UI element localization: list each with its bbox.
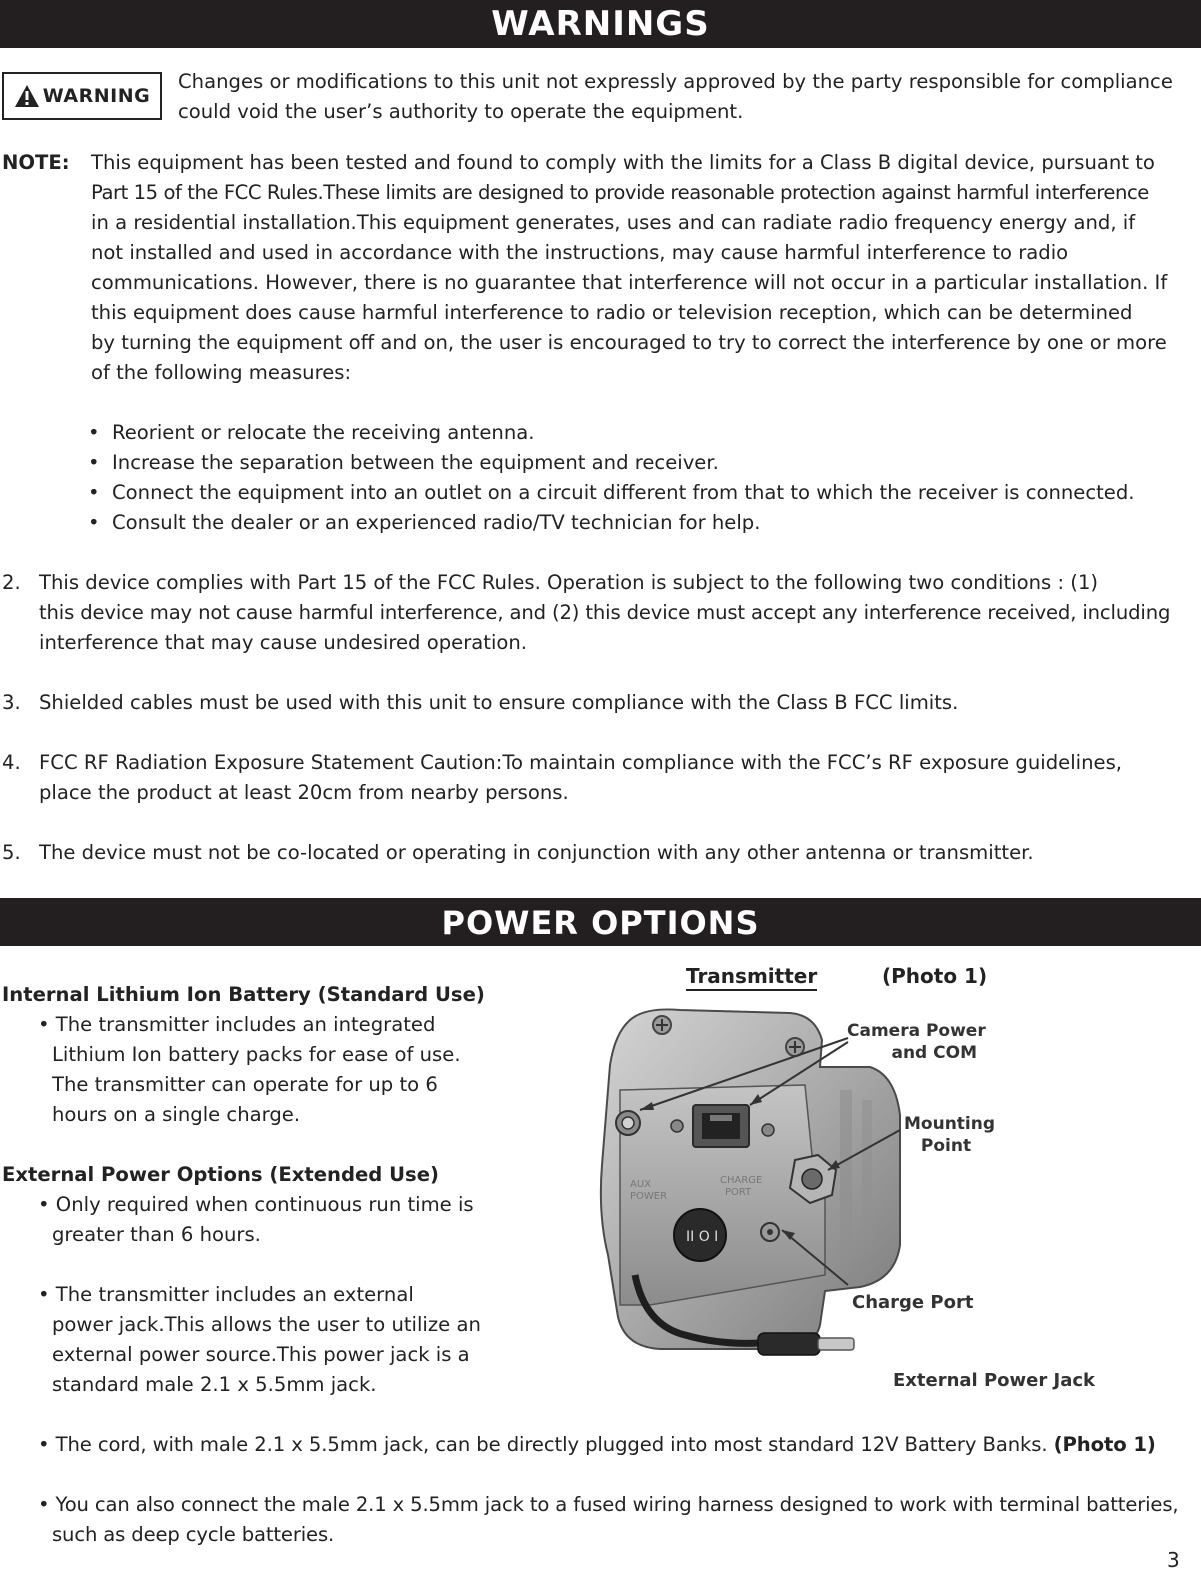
callout-line bbox=[782, 1230, 848, 1285]
port-label: PORT bbox=[725, 1187, 752, 1198]
note-line: Part 15 of the FCC Rules.These limits are designed to provide reasonable protection against harmful interference bbox=[91, 181, 1149, 204]
external-power-jack-label: External Power Jack bbox=[893, 1370, 1096, 1391]
note-line: in a residential installation.This equipment generates, uses and can radiate radio frequency energy and, if bbox=[91, 211, 1136, 234]
item-5-number: 5. bbox=[2, 841, 21, 864]
note-line: by turning the equipment off and on, the user is encouraged to try to correct the interference by one or more bbox=[91, 331, 1167, 354]
item-line: interference that may cause undesired operation. bbox=[39, 631, 528, 654]
charge-port-label: Charge Port bbox=[852, 1292, 974, 1313]
external-bullet-2 bbox=[38, 1280, 481, 1400]
text-line: • The transmitter includes an integrated bbox=[38, 1013, 436, 1036]
list-item: • Consult the dealer or an experienced radio/TV technician for help. bbox=[88, 511, 761, 534]
warning-intro-line: could void the user’s authority to operate the equipment. bbox=[178, 100, 744, 123]
aux-label: AUX bbox=[630, 1179, 652, 1190]
warning-triangle-icon bbox=[14, 84, 40, 108]
list-item: • Increase the separation between the equipment and receiver. bbox=[88, 451, 719, 474]
text-line: Lithium Ion battery packs for ease of use. bbox=[52, 1043, 461, 1066]
note-paragraph bbox=[91, 148, 1167, 388]
label-line: Camera Power bbox=[847, 1021, 986, 1041]
warning-badge-label: WARNING bbox=[42, 85, 151, 107]
note-line: This equipment has been tested and found to comply with the limits for a Class B digital device, pursuant to bbox=[91, 151, 1155, 174]
item-line: place the product at least 20cm from nearby persons. bbox=[39, 781, 569, 804]
item-line: this device may not cause harmful interference, and (2) this device must accept any interference received, including bbox=[39, 601, 1171, 624]
list-item-text: Increase the separation between the equipment and receiver. bbox=[112, 451, 719, 474]
cord-paragraph bbox=[38, 1430, 1156, 1460]
note-line: not installed and used in accordance with the instructions, may cause harmful interference to radio bbox=[91, 241, 1069, 264]
note-label: NOTE: bbox=[2, 151, 70, 174]
item-line: Shielded cables must be used with this unit to ensure compliance with the Class B FCC limits. bbox=[39, 691, 959, 714]
switch-label: II O I bbox=[686, 1229, 719, 1245]
list-item-text: Consult the dealer or an experienced radio/TV technician for help. bbox=[112, 511, 761, 534]
item-3-text bbox=[39, 688, 958, 718]
text-line: The transmitter can operate for up to 6 bbox=[52, 1073, 438, 1096]
external-power-heading: External Power Options (Extended Use) bbox=[2, 1163, 439, 1186]
page-number: 3 bbox=[1167, 1548, 1180, 1572]
list-item: • Connect the equipment into an outlet on a circuit different from that to which the receiver is connected. bbox=[88, 481, 1135, 504]
internal-battery-text bbox=[38, 1010, 461, 1130]
power-options-header: POWER OPTIONS bbox=[0, 898, 1201, 946]
list-item-text: Reorient or relocate the receiving antenna. bbox=[112, 421, 535, 444]
item-5-text bbox=[39, 838, 1034, 868]
cord-text: • The cord, with male 2.1 x 5.5mm jack, can be directly plugged into most standard 12V Battery Banks. bbox=[38, 1433, 1048, 1456]
item-line: The device must not be co-located or operating in conjunction with any other antenna or transmitter. bbox=[39, 841, 1034, 864]
warnings-header: WARNINGS bbox=[0, 0, 1201, 48]
text-line: • You can also connect the male 2.1 x 5.5mm jack to a fused wiring harness designed to work with terminal batteries, bbox=[38, 1493, 1179, 1516]
power-label: POWER bbox=[630, 1191, 668, 1202]
callout-line bbox=[828, 1130, 900, 1170]
list-item-text: Connect the equipment into an outlet on a circuit different from that to which the receiver is connected. bbox=[112, 481, 1135, 504]
external-power-jack-icon bbox=[758, 1333, 820, 1355]
note-line: of the following measures: bbox=[91, 361, 352, 384]
cord-photo-ref: (Photo 1) bbox=[1053, 1433, 1156, 1456]
photo-title: Transmitter bbox=[686, 964, 817, 991]
label-line: and COM bbox=[891, 1043, 977, 1063]
photo-ref: (Photo 1) bbox=[882, 964, 988, 988]
text-line: power jack.This allows the user to utilize an bbox=[52, 1313, 481, 1336]
item-4-text bbox=[39, 748, 1122, 808]
warning-badge bbox=[2, 72, 162, 120]
camera-power-label bbox=[847, 1020, 986, 1064]
item-line: FCC RF Radiation Exposure Statement Caution:To maintain compliance with the FCC’s RF exposure guidelines, bbox=[39, 751, 1123, 774]
internal-battery-heading: Internal Lithium Ion Battery (Standard Use) bbox=[2, 983, 485, 1006]
item-2-number: 2. bbox=[2, 571, 21, 594]
external-bullet-1 bbox=[38, 1190, 474, 1250]
list-item: • Reorient or relocate the receiving antenna. bbox=[88, 421, 535, 444]
warning-intro-line: Changes or modifications to this unit not expressly approved by the party responsible for compliance bbox=[178, 70, 1173, 93]
text-line: greater than 6 hours. bbox=[52, 1223, 261, 1246]
callout-line bbox=[750, 1042, 848, 1105]
item-line: This device complies with Part 15 of the FCC Rules. Operation is subject to the following two conditions : (1) bbox=[39, 571, 1099, 594]
warning-intro bbox=[178, 67, 1173, 127]
fused-harness-paragraph bbox=[38, 1490, 1178, 1550]
charge-label: CHARGE bbox=[720, 1175, 763, 1186]
text-line: standard male 2.1 x 5.5mm jack. bbox=[52, 1373, 377, 1396]
label-line: Point bbox=[920, 1136, 972, 1156]
callout-line bbox=[640, 1038, 848, 1110]
mounting-point-label bbox=[904, 1113, 996, 1157]
item-2-text bbox=[39, 568, 1170, 658]
text-line: such as deep cycle batteries. bbox=[52, 1523, 335, 1546]
text-line: • The transmitter includes an external bbox=[38, 1283, 414, 1306]
callout-lines bbox=[600, 1030, 900, 1290]
item-4-number: 4. bbox=[2, 751, 21, 774]
item-3-number: 3. bbox=[2, 691, 21, 714]
measures-list bbox=[88, 418, 1135, 538]
text-line: external power source.This power jack is a bbox=[52, 1343, 470, 1366]
text-line: hours on a single charge. bbox=[52, 1103, 301, 1126]
note-line: this equipment does cause harmful interference to radio or television reception, which can be determined bbox=[91, 301, 1133, 324]
label-line: Mounting bbox=[904, 1114, 996, 1134]
text-line: • Only required when continuous run time is bbox=[38, 1193, 474, 1216]
note-line: communications. However, there is no guarantee that interference will not occur in a particular installation. If bbox=[91, 271, 1168, 294]
